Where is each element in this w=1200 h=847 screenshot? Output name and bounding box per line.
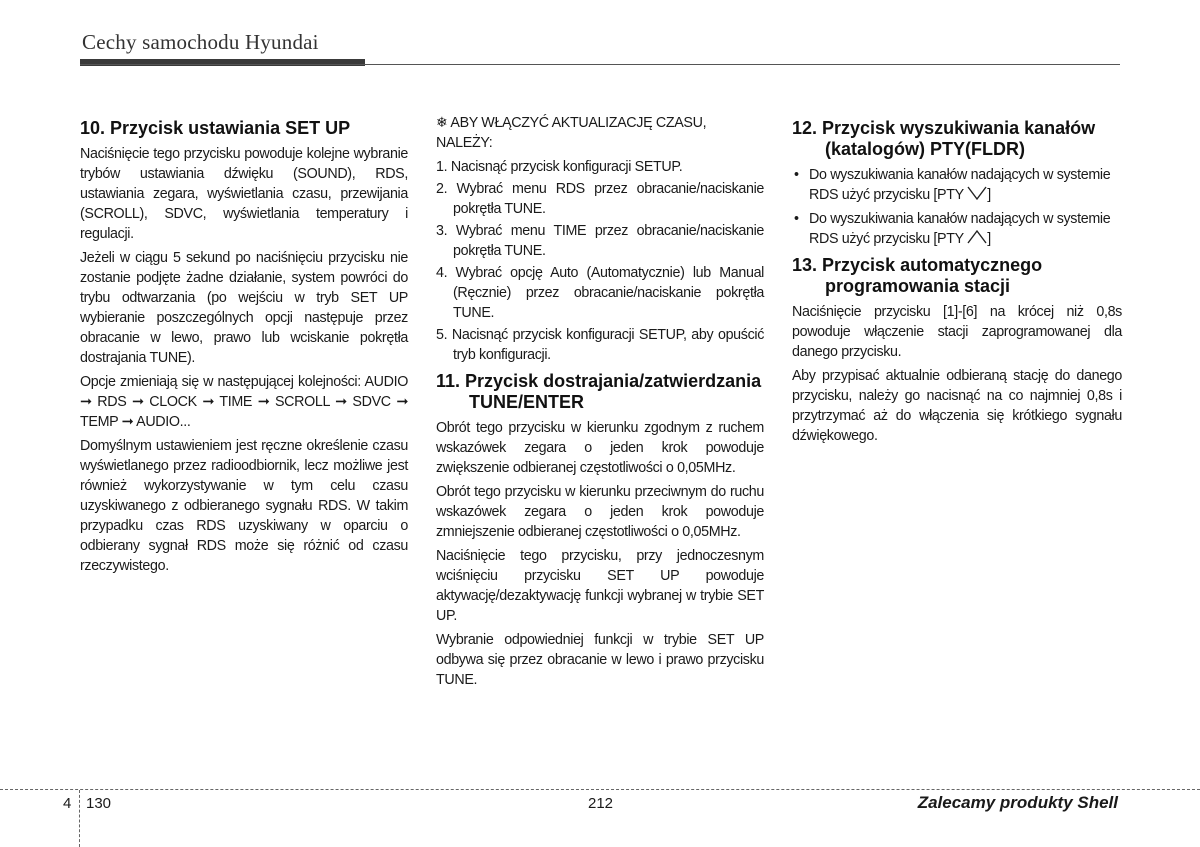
note-text: ABY WŁĄCZYĆ AKTUALIZACJĘ CZASU, NALEŻY: [436, 115, 707, 151]
header-rule [80, 64, 1120, 65]
column-left [80, 112, 408, 580]
section-11-paragraph: Obrót tego przycisku w kierunku zgodnym z ruchem wskazówek zegara o jeden krok powoduje zwiększenie odbieranej częstotliwości o 0,05MHz. [436, 420, 764, 476]
section-10-paragraph: Jeżeli w ciągu 5 sekund po naciśnięciu przycisku nie zostanie podjęte żadne działanie, system powróci do trybu odtwarzania (po wejściu w tryb SET UP wybieranie poszczególnych opcji następuje przez obracanie w lewo, prawo lub wciskanie pokrętła dostrajania TUNE). [80, 250, 408, 366]
section-13-paragraph: Naciśnięcie przycisku [1]-[6] na krócej niż 0,8s powoduje włączenie stacji zaprogramowanej dla danego przycisku. [792, 304, 1122, 360]
note-block [436, 112, 764, 153]
section-13-paragraph: Aby przypisać aktualnie odbieraną stację do danego przycisku, należy go nacisnąć na co najmniej 0,8s i przytrzymać aż do włączenia się krótkiego sygnału dźwiękowego. [792, 368, 1122, 444]
bullet-dot: • [794, 211, 799, 227]
bullet-list [792, 165, 1122, 249]
section-10-paragraph: Opcje zmieniają się w następującej kolejności: AUDIO ➞ RDS ➞ CLOCK ➞ TIME ➞ SCROLL ➞ SDVC ➞ TEMP ➞ AUDIO... [80, 374, 408, 430]
column-right [792, 112, 1122, 450]
footer-vertical-divider [79, 790, 80, 847]
list-item: 2. Wybrać menu RDS przez obracanie/naciskanie pokrętła TUNE. [436, 181, 764, 217]
bullet-dot: • [794, 167, 799, 183]
list-item [792, 165, 1122, 205]
chevron-up-icon [967, 229, 987, 245]
section-11-paragraph: Naciśnięcie tego przycisku, przy jednoczesnym wciśnięciu przycisku SET UP powoduje aktywację/dezaktywację funkcji wybranej w trybie SET UP. [436, 548, 764, 624]
section-11-title: 11. Przycisk dostrajania/zatwierdzania TUNE/ENTER [436, 371, 762, 412]
section-10-title: 10. Przycisk ustawiania SET UP [80, 118, 351, 138]
section-12-title: 12. Przycisk wyszukiwania kanałów (katalogów) PTY(FLDR) [792, 118, 1096, 159]
section-11-paragraph: Wybranie odpowiedniej funkcji w trybie SET UP odbywa się przez obracanie w lewo i prawo przycisku TUNE. [436, 632, 764, 688]
section-10-paragraph: Naciśnięcie tego przycisku powoduje kolejne wybranie trybów ustawiania dźwięku (SOUND), RDS, ustawiania zegara, wyświetlania czasu, przewijania (SCROLL), SDVC, wyświetlania temperatury i regulacji. [80, 146, 408, 242]
bullet-close: ] [987, 231, 991, 247]
bullet-close: ] [987, 187, 991, 203]
snowflake-icon: ❄ [436, 114, 448, 130]
section-13-title: 13. Przycisk automatycznego programowania stacji [792, 255, 1043, 296]
page-number: 130 [86, 795, 112, 812]
section-11-paragraph: Obrót tego przycisku w kierunku przeciwnym do ruchu wskazówek zegara o jeden krok powoduje zmniejszenie odbieranej częstotliwości o 0,05MHz. [436, 484, 764, 540]
steps-list [436, 157, 764, 365]
list-item [792, 209, 1122, 249]
page-header-title: Cechy samochodu Hyundai [82, 30, 319, 54]
list-item: 3. Wybrać menu TIME przez obracanie/naciskanie pokrętła TUNE. [436, 223, 764, 259]
bullet-text: Do wyszukiwania kanałów nadających w systemie RDS użyć przycisku [PTY [809, 167, 1111, 203]
list-item: 5. Nacisnąć przycisk konfiguracji SETUP, aby opuścić tryb konfiguracji. [436, 327, 764, 363]
section-10-paragraph: Domyślnym ustawieniem jest ręczne określenie czasu wyświetlanego przez radioodbiornik, lecz możliwe jest również wykorzystywanie w tym celu czasu uzyskiwanego z odbieranego sygnału RDS. W takim przypadku czas RDS uzyskiwany w oparciu o odbierany sygnał RDS może się różnić od czasu rzeczywistego. [80, 438, 408, 574]
chapter-number: 4 [63, 795, 72, 812]
column-middle [436, 112, 764, 694]
list-item: 1. Nacisnąć przycisk konfiguracji SETUP. [436, 159, 683, 175]
chevron-down-icon [967, 185, 987, 201]
footer-divider [0, 789, 1200, 790]
footer-tagline: Zalecamy produkty Shell [917, 793, 1118, 812]
bullet-text: Do wyszukiwania kanałów nadających w systemie RDS użyć przycisku [PTY [809, 211, 1111, 247]
list-item: 4. Wybrać opcję Auto (Automatycznie) lub Manual (Ręcznie) przez obracanie/naciskanie pokrętła TUNE. [436, 265, 764, 321]
center-page-number: 212 [588, 795, 614, 812]
